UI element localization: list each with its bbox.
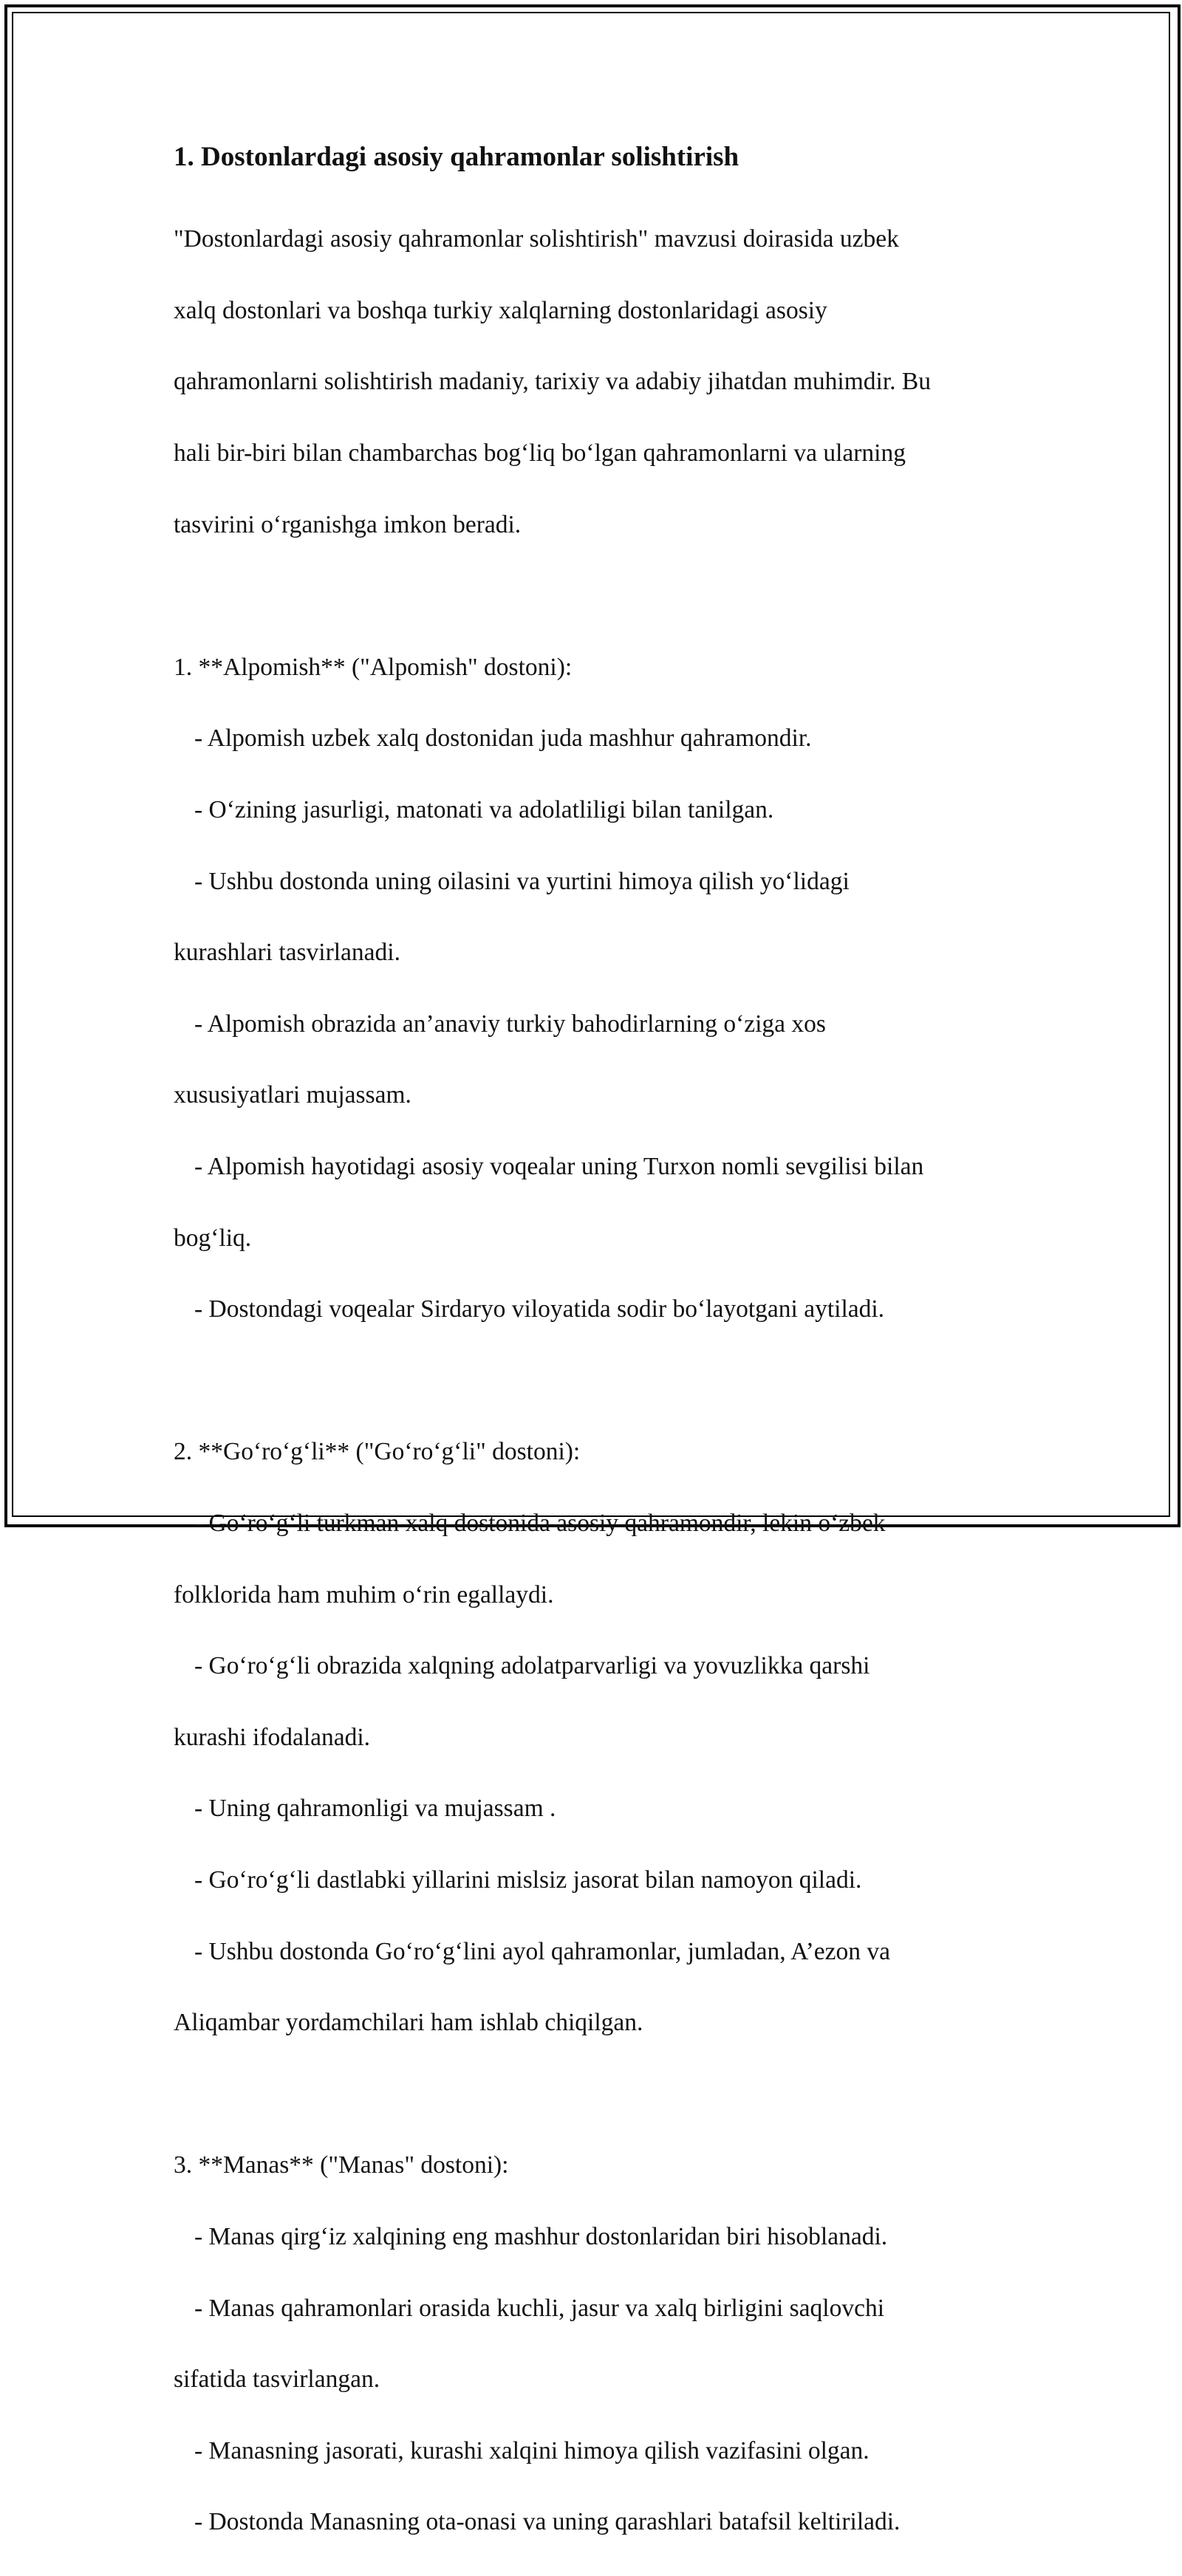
list-item-continuation: kurashi ifodalanadi. bbox=[174, 1723, 371, 1751]
intro-line: hali bir-biri bilan chambarchas bog‘liq bo‘lgan qahramonlarni va ularning bbox=[174, 439, 906, 467]
section-alpomish bbox=[174, 614, 1045, 1363]
list-item-continuation: xususiyatlari mujassam. bbox=[174, 1081, 411, 1109]
list-item: - Manas qirg‘iz xalqining eng mashhur dostonlaridan biri hisoblanadi. bbox=[194, 2222, 888, 2250]
section-heading: 3. **Manas** ("Manas" dostoni): bbox=[174, 2151, 509, 2179]
paragraph-gap bbox=[174, 578, 1045, 614]
list-item: - Ushbu dostonda uning oilasini va yurtini himoya qilish yo‘lidagi bbox=[194, 867, 850, 895]
list-item: - Go‘ro‘g‘li turkman xalq dostonida asosiy qahramondir, lekin o‘zbek bbox=[194, 1509, 886, 1537]
list-item: - Alpomish obrazida an’anaviy turkiy bahodirlarning o‘ziga xos bbox=[194, 1010, 826, 1038]
list-item: - Go‘ro‘g‘li obrazida xalqning adolatparvarligi va yovuzlikka qarshi bbox=[194, 1652, 870, 1680]
list-item-continuation: bog‘liq. bbox=[174, 1224, 252, 1252]
list-item: - Go‘ro‘g‘li dastlabki yillarini mislsiz jasorat bilan namoyon qiladi. bbox=[194, 1866, 862, 1894]
section-heading: 2. **Go‘ro‘g‘li** ("Go‘ro‘g‘li" dostoni): bbox=[174, 1438, 581, 1466]
section-manas bbox=[174, 2112, 1045, 2576]
list-item: - Alpomish uzbek xalq dostonidan juda mashhur qahramondir. bbox=[194, 724, 812, 753]
list-item-continuation: folklorida ham muhim o‘rin egallaydi. bbox=[174, 1580, 554, 1609]
section-gorogli bbox=[174, 1399, 1045, 2077]
intro-line: xalq dostonlari va boshqa turkiy xalqlarning dostonlaridagi asosiy bbox=[174, 296, 827, 324]
document-title: 1. Dostonlardagi asosiy qahramonlar solishtirish bbox=[174, 142, 739, 172]
list-item: - Uning qahramonligi va mujassam . bbox=[194, 1795, 556, 1823]
intro-paragraph bbox=[174, 186, 1045, 578]
paragraph-gap bbox=[174, 1363, 1045, 1399]
list-item-continuation: sifatida tasvirlangan. bbox=[174, 2366, 380, 2394]
list-item: - Dostonda Manasning ota-onasi va uning qarashlari batafsil keltiriladi. bbox=[194, 2508, 901, 2536]
list-item-continuation: Aliqambar yordamchilari ham ishlab chiqilgan. bbox=[174, 2009, 643, 2037]
intro-line: tasvirini o‘rganishga imkon beradi. bbox=[174, 510, 522, 538]
list-item: - Manasning jasorati, kurashi xalqini himoya qilish vazifasini olgan. bbox=[194, 2436, 870, 2464]
intro-line: qahramonlarni solishtirish madaniy, tarixiy va adabiy jihatdan muhimdir. Bu bbox=[174, 368, 931, 396]
list-item: - Dostondagi voqealar Sirdaryo viloyatida sodir bo‘layotgani aytiladi. bbox=[194, 1295, 885, 1323]
list-item: - O‘zining jasurligi, matonati va adolatliligi bilan tanilgan. bbox=[194, 796, 774, 824]
document-body bbox=[174, 139, 1045, 2576]
intro-line: "Dostonlardagi asosiy qahramonlar solishtirish" mavzusi doirasida uzbek bbox=[174, 225, 899, 253]
list-item: - Ushbu dostonda Go‘ro‘g‘lini ayol qahramonlar, jumladan, A’ezon va bbox=[194, 1937, 891, 1965]
list-item: - Alpomish hayotidagi asosiy voqealar uning Turxon nomli sevgilisi bilan bbox=[194, 1153, 924, 1181]
paragraph-gap bbox=[174, 2077, 1045, 2112]
list-item-continuation: kurashlari tasvirlanadi. bbox=[174, 939, 400, 967]
section-heading: 1. **Alpomish** ("Alpomish" dostoni): bbox=[174, 653, 573, 681]
list-item: - Manas qahramonlari orasida kuchli, jasur va xalq birligini saqlovchi bbox=[194, 2294, 885, 2322]
